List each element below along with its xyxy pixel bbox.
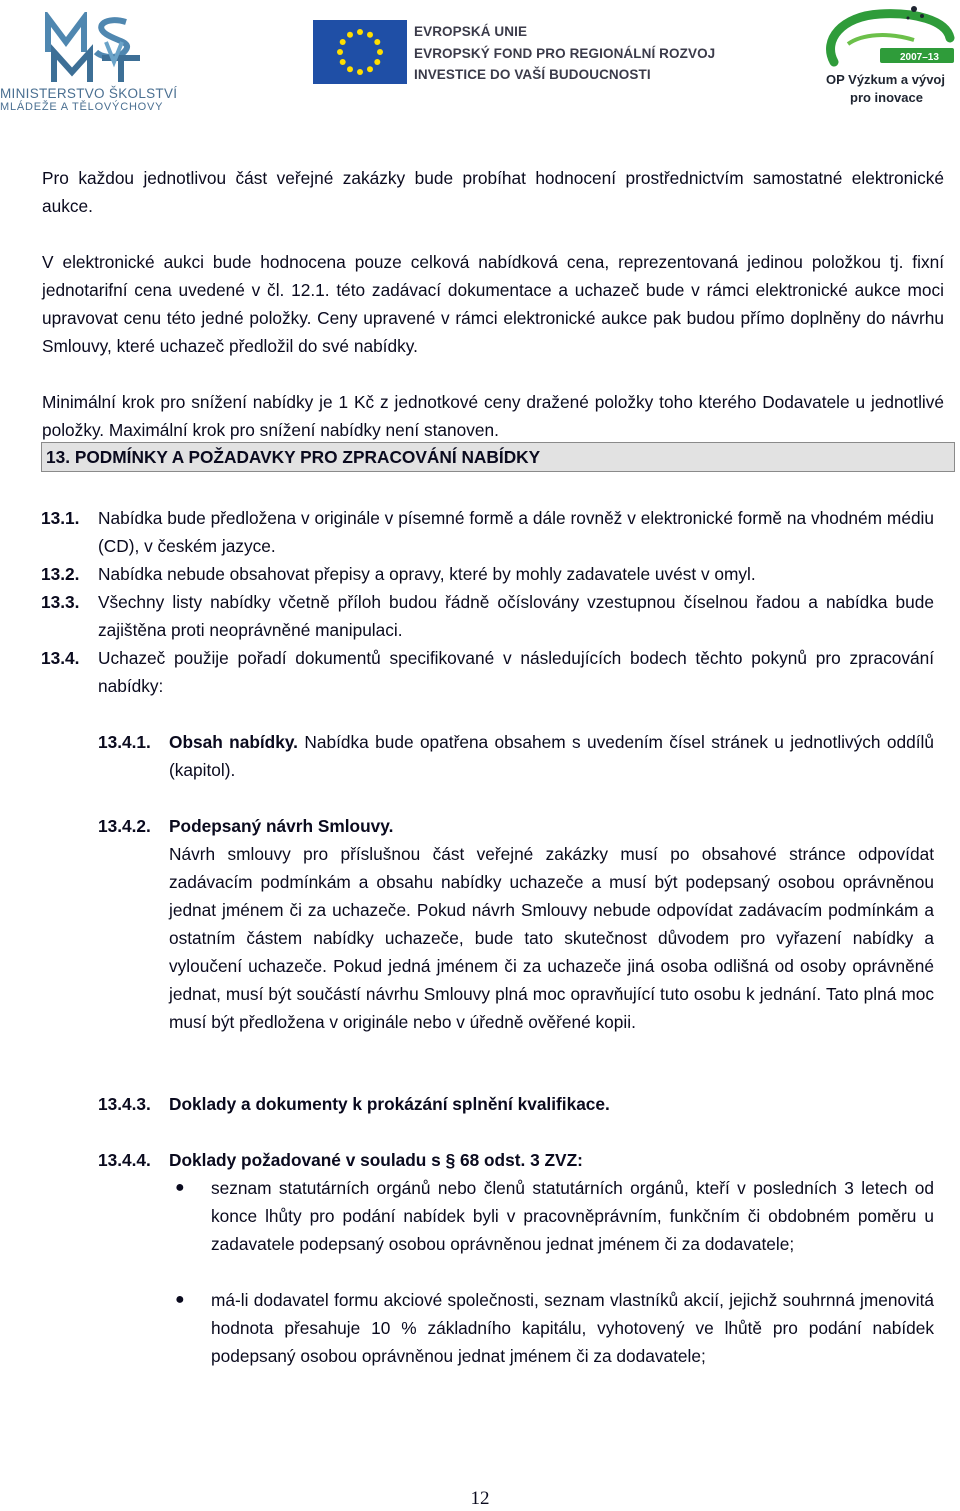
intro-paragraph-1: Pro každou jednotlivou část veřejné zakázky bude probíhat hodnocení prostřednictvím samostatné elektronické aukce. [42, 168, 944, 216]
sub-13-4-4-number: 13.4.4. [98, 1150, 151, 1170]
item-13-1-text: Nabídka bude předložena v originále v písemné formě a dále rovněž v elektronické formě na vhodném médiu (CD), v českém jazyce. [98, 508, 934, 556]
bullet-item-1: seznam statutárních orgánů nebo členů statutárních orgánů, kteří v posledních 3 letech od konce lhůty pro podání nabídek byli v pracovněprávním, funkčním či obdobném poměru u zadavatele podepsaný osobou oprávněnou jednat jménem či za dodavatele; [211, 1178, 934, 1254]
sub-13-4-4-title: Doklady požadované v souladu s § 68 odst. 3 ZVZ: [169, 1150, 583, 1170]
item-13-2-text: Nabídka nebude obsahovat přepisy a opravy, které by mohly zadavatele uvést v omyl. [98, 564, 756, 584]
bullet-item-2: má-li dodavatel formu akciové společnosti, seznam vlastníků akcií, jejichž souhrnná jmenovitá hodnota přesahuje 10 % základního kapitálu, vyhotovený ve lhůtě pro podání nabídek podepsaný osobou oprávněnou jednat jménem či za dodavatele; [211, 1290, 934, 1366]
sub-13-4-2-text: Návrh smlouvy pro příslušnou část veřejné zakázky musí po obsahové stránce odpovídat zadávacím podmínkám a obsahu nabídky uchazeče a musí být podepsaný osobou oprávněnou jednat jménem či za uchazeče. Pokud návrh Smlouvy nebude odpovídat zadávacím podmínkám a ostatním částem nabídky uchazeče, bude tato skutečnost důvodem pro vyřazení nabídky a vyloučení uchazeče. Pokud jedná jménem či za uchazeče jiná osoba odlišná od osoby oprávněné jednat, musí být součástí návrhu Smlouvy plná moc opravňující tuto osobu k jednání. Tato plná moc musí být předložena v originále nebo v úředně ověřené kopii. [169, 844, 934, 1032]
op-line2: pro inovace [850, 90, 923, 105]
op-line1: OP Výzkum a vývoj [826, 72, 945, 87]
op-swoosh-icon [818, 4, 958, 72]
sub-13-4-2-title: Podepsaný návrh Smlouvy. [169, 816, 394, 836]
intro-paragraph-3: Minimální krok pro snížení nabídky je 1 Kč z jednotkové ceny dražené položky toho kterého Dodavatele u jednotlivé položky. Maximální krok pro snížení nabídky není stanoven. [42, 392, 944, 440]
eu-line1: EVROPSKÁ UNIE [414, 24, 528, 39]
item-13-4-number: 13.4. [41, 648, 80, 668]
sub-13-4-1-title: Obsah nabídky. [169, 732, 298, 752]
sub-13-4-3-number: 13.4.3. [98, 1094, 151, 1114]
op-vav-logo [818, 4, 958, 108]
sub-13-4-1-text: Nabídka bude opatřena obsahem s uvedením čísel stránek u jednotlivých oddílů (kapitol). [169, 732, 934, 780]
sub-13-4-1-number: 13.4.1. [98, 732, 151, 752]
item-13-4-text: Uchazeč použije pořadí dokumentů specifikované v následujících bodech těchto pokynů pro zpracování nabídky: [98, 648, 934, 696]
item-13-1-number: 13.1. [41, 508, 80, 528]
eu-line2: EVROPSKÝ FOND PRO REGIONÁLNÍ ROZVOJ [414, 46, 716, 61]
msmt-line2: MLÁDEŽE A TĚLOVÝCHOVY [0, 101, 164, 113]
page-number: 12 [470, 1488, 490, 1509]
eu-flag-icon [313, 20, 407, 84]
section-title: 13. PODMÍNKY A POŽADAVKY PRO ZPRACOVÁNÍ NABÍDKY [46, 447, 541, 467]
item-13-3-number: 13.3. [41, 592, 80, 612]
item-13-2-number: 13.2. [41, 564, 80, 584]
msmt-logo [0, 8, 190, 113]
eu-line3: INVESTICE DO VAŠÍ BUDOUCNOSTI [414, 67, 651, 82]
bullet-icon: ● [175, 1291, 185, 1308]
bullet-icon: ● [175, 1179, 185, 1196]
sub-13-4-3-title: Doklady a dokumenty k prokázání splnění kvalifikace. [169, 1094, 610, 1114]
intro-paragraph-2: V elektronické aukci bude hodnocena pouze celková nabídková cena, reprezentovaná jedinou položkou tj. fixní jednotarifní cena uvedené v čl. 12.1. této zadávací dokumentace a uchazeč bude v rámci elektronické aukce moci upravovat cenu této jedné položky. Ceny upravené v rámci elektronické aukce pak budou přímo doplněny do návrhu Smlouvy, které uchazeč předložil do své nabídky. [42, 252, 944, 356]
section-heading [41, 442, 955, 472]
eu-logo [313, 18, 716, 84]
item-13-3-text: Všechny listy nabídky včetně příloh budou řádně očíslovány vzestupnou číselnou řadou a nabídka bude zajištěna proti neoprávněné manipulaci. [98, 592, 934, 640]
msmt-emblem-icon [44, 12, 144, 84]
sub-13-4-1-block [169, 728, 934, 784]
sub-13-4-2-number: 13.4.2. [98, 816, 151, 836]
op-years: 2007–13 [900, 52, 939, 63]
msmt-line1: MINISTERSTVO ŠKOLSTVÍ [0, 86, 178, 101]
